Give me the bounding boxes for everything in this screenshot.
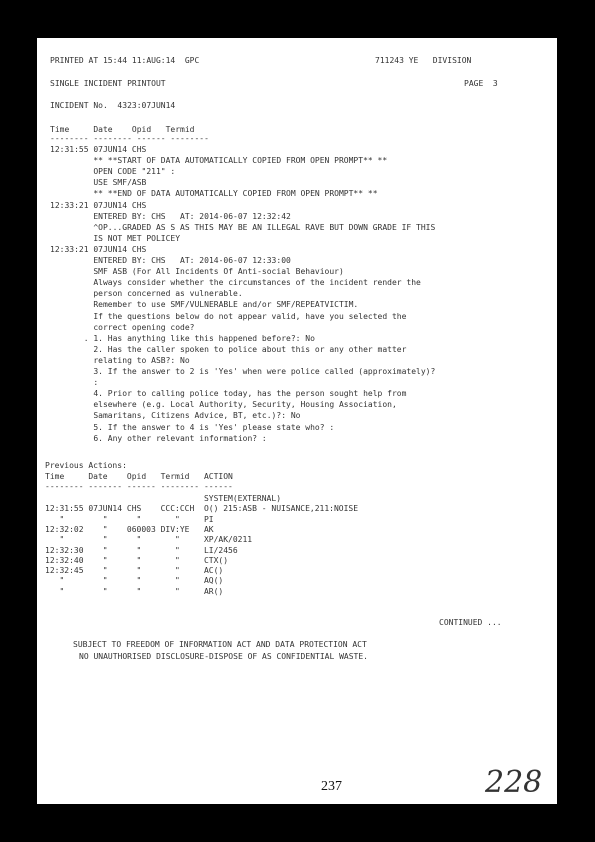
log-line: Samaritans, Citizens Advice, BT, etc.)?: No <box>50 411 301 421</box>
previous-action-row: " " " " XP/AK/0211 <box>45 535 253 545</box>
reference-division: 711243 YE DIVISION <box>375 56 472 65</box>
log-line: 6. Any other relevant information? : <box>50 433 267 443</box>
log-line: 12:33:21 07JUN14 CHS <box>50 200 147 210</box>
log-line: person concerned as vulnerable. <box>50 289 243 299</box>
previous-actions-header: Time Date Opid Termid ACTION <box>45 472 233 481</box>
log-line: 2. Has the caller spoken to police about this or any other matter <box>50 344 407 354</box>
incident-number: INCIDENT No. 4323:07JUN14 <box>50 101 176 110</box>
log-line: ^OP...GRADED AS S AS THIS MAY BE AN ILLEGAL RAVE BUT DOWN GRADE IF THIS <box>50 222 436 232</box>
log-line: IS NOT MET POLICEY <box>50 233 181 243</box>
foi-notice: SUBJECT TO FREEDOM OF INFORMATION ACT AND DATA PROTECTION ACT <box>73 640 367 649</box>
previous-action-row: 12:32:40 " " " CTX() <box>45 555 229 565</box>
log-line: 12:31:55 07JUN14 CHS <box>50 145 147 154</box>
previous-action-row: 12:32:45 " " " AC() <box>45 566 224 576</box>
previous-action-row: " " " " AQ() <box>45 576 224 586</box>
previous-action-row: 12:31:55 07JUN14 CHS CCC:CCH O() 215:ASB - NUISANCE,211:NOISE <box>45 504 359 514</box>
previous-action-row: SYSTEM(EXTERNAL) <box>45 494 282 503</box>
log-line: ENTERED BY: CHS AT: 2014-06-07 12:33:00 <box>50 256 291 265</box>
log-line: 12:33:21 07JUN14 CHS <box>50 244 147 254</box>
log-line: ** **END OF DATA AUTOMATICALLY COPIED FROM OPEN PROMPT** ** <box>50 189 378 199</box>
log-line: OPEN CODE "211" : <box>50 167 176 177</box>
previous-action-row: " " " " AR() <box>45 586 224 596</box>
document-page <box>37 38 557 804</box>
handwritten-page-number: 228 <box>485 765 543 800</box>
log-line: Always consider whether the circumstances of the incident render the <box>50 278 421 288</box>
log-column-rule: -------- -------- ------ -------- <box>50 134 209 143</box>
previous-action-row: 12:32:30 " " " LI/2456 <box>45 545 238 555</box>
log-line: Remember to use SMF/VULNERABLE and/or SMF/REPEATVICTIM. <box>50 300 359 310</box>
printed-at: PRINTED AT 15:44 11:AUG:14 GPC <box>50 56 200 65</box>
log-column-header: Time Date Opid Termid <box>50 125 195 134</box>
log-line: elsewhere (e.g. Local Authority, Security, Housing Association, <box>50 400 397 410</box>
log-line: 4. Prior to calling police today, has the person sought help from <box>50 389 407 399</box>
previous-action-row: 12:32:02 " 060003 DIV:YE AK <box>45 524 214 534</box>
log-line: ENTERED BY: CHS AT: 2014-06-07 12:32:42 <box>50 211 291 221</box>
previous-actions-rule: -------- ------- ------ -------- ------ <box>45 482 233 491</box>
log-line: : <box>50 378 99 388</box>
log-line: . 1. Has anything like this happened before?: No <box>50 333 315 343</box>
document-title: SINGLE INCIDENT PRINTOUT <box>50 79 166 88</box>
previous-actions-title: Previous Actions: <box>45 461 127 470</box>
disclosure-notice: NO UNAUTHORISED DISCLOSURE-DISPOSE OF AS CONFIDENTIAL WASTE. <box>79 652 368 661</box>
log-line: ** **START OF DATA AUTOMATICALLY COPIED FROM OPEN PROMPT** ** <box>50 156 388 166</box>
log-line: correct opening code? <box>50 322 195 332</box>
page-number: 237 <box>321 779 342 794</box>
log-line: relating to ASB?: No <box>50 355 190 365</box>
continued-label: CONTINUED ... <box>439 618 502 627</box>
log-line: SMF ASB (For All Incidents Of Anti-social Behaviour) <box>50 267 344 277</box>
log-line: USE SMF/ASB <box>50 178 147 188</box>
page-label: PAGE 3 <box>464 79 498 88</box>
log-line: 5. If the answer to 4 is 'Yes' please state who? : <box>50 422 335 432</box>
log-line: If the questions below do not appear valid, have you selected the <box>50 311 407 321</box>
log-line: 3. If the answer to 2 is 'Yes' when were police called (approximately)? <box>50 367 436 376</box>
previous-action-row: " " " " PI <box>45 514 214 524</box>
